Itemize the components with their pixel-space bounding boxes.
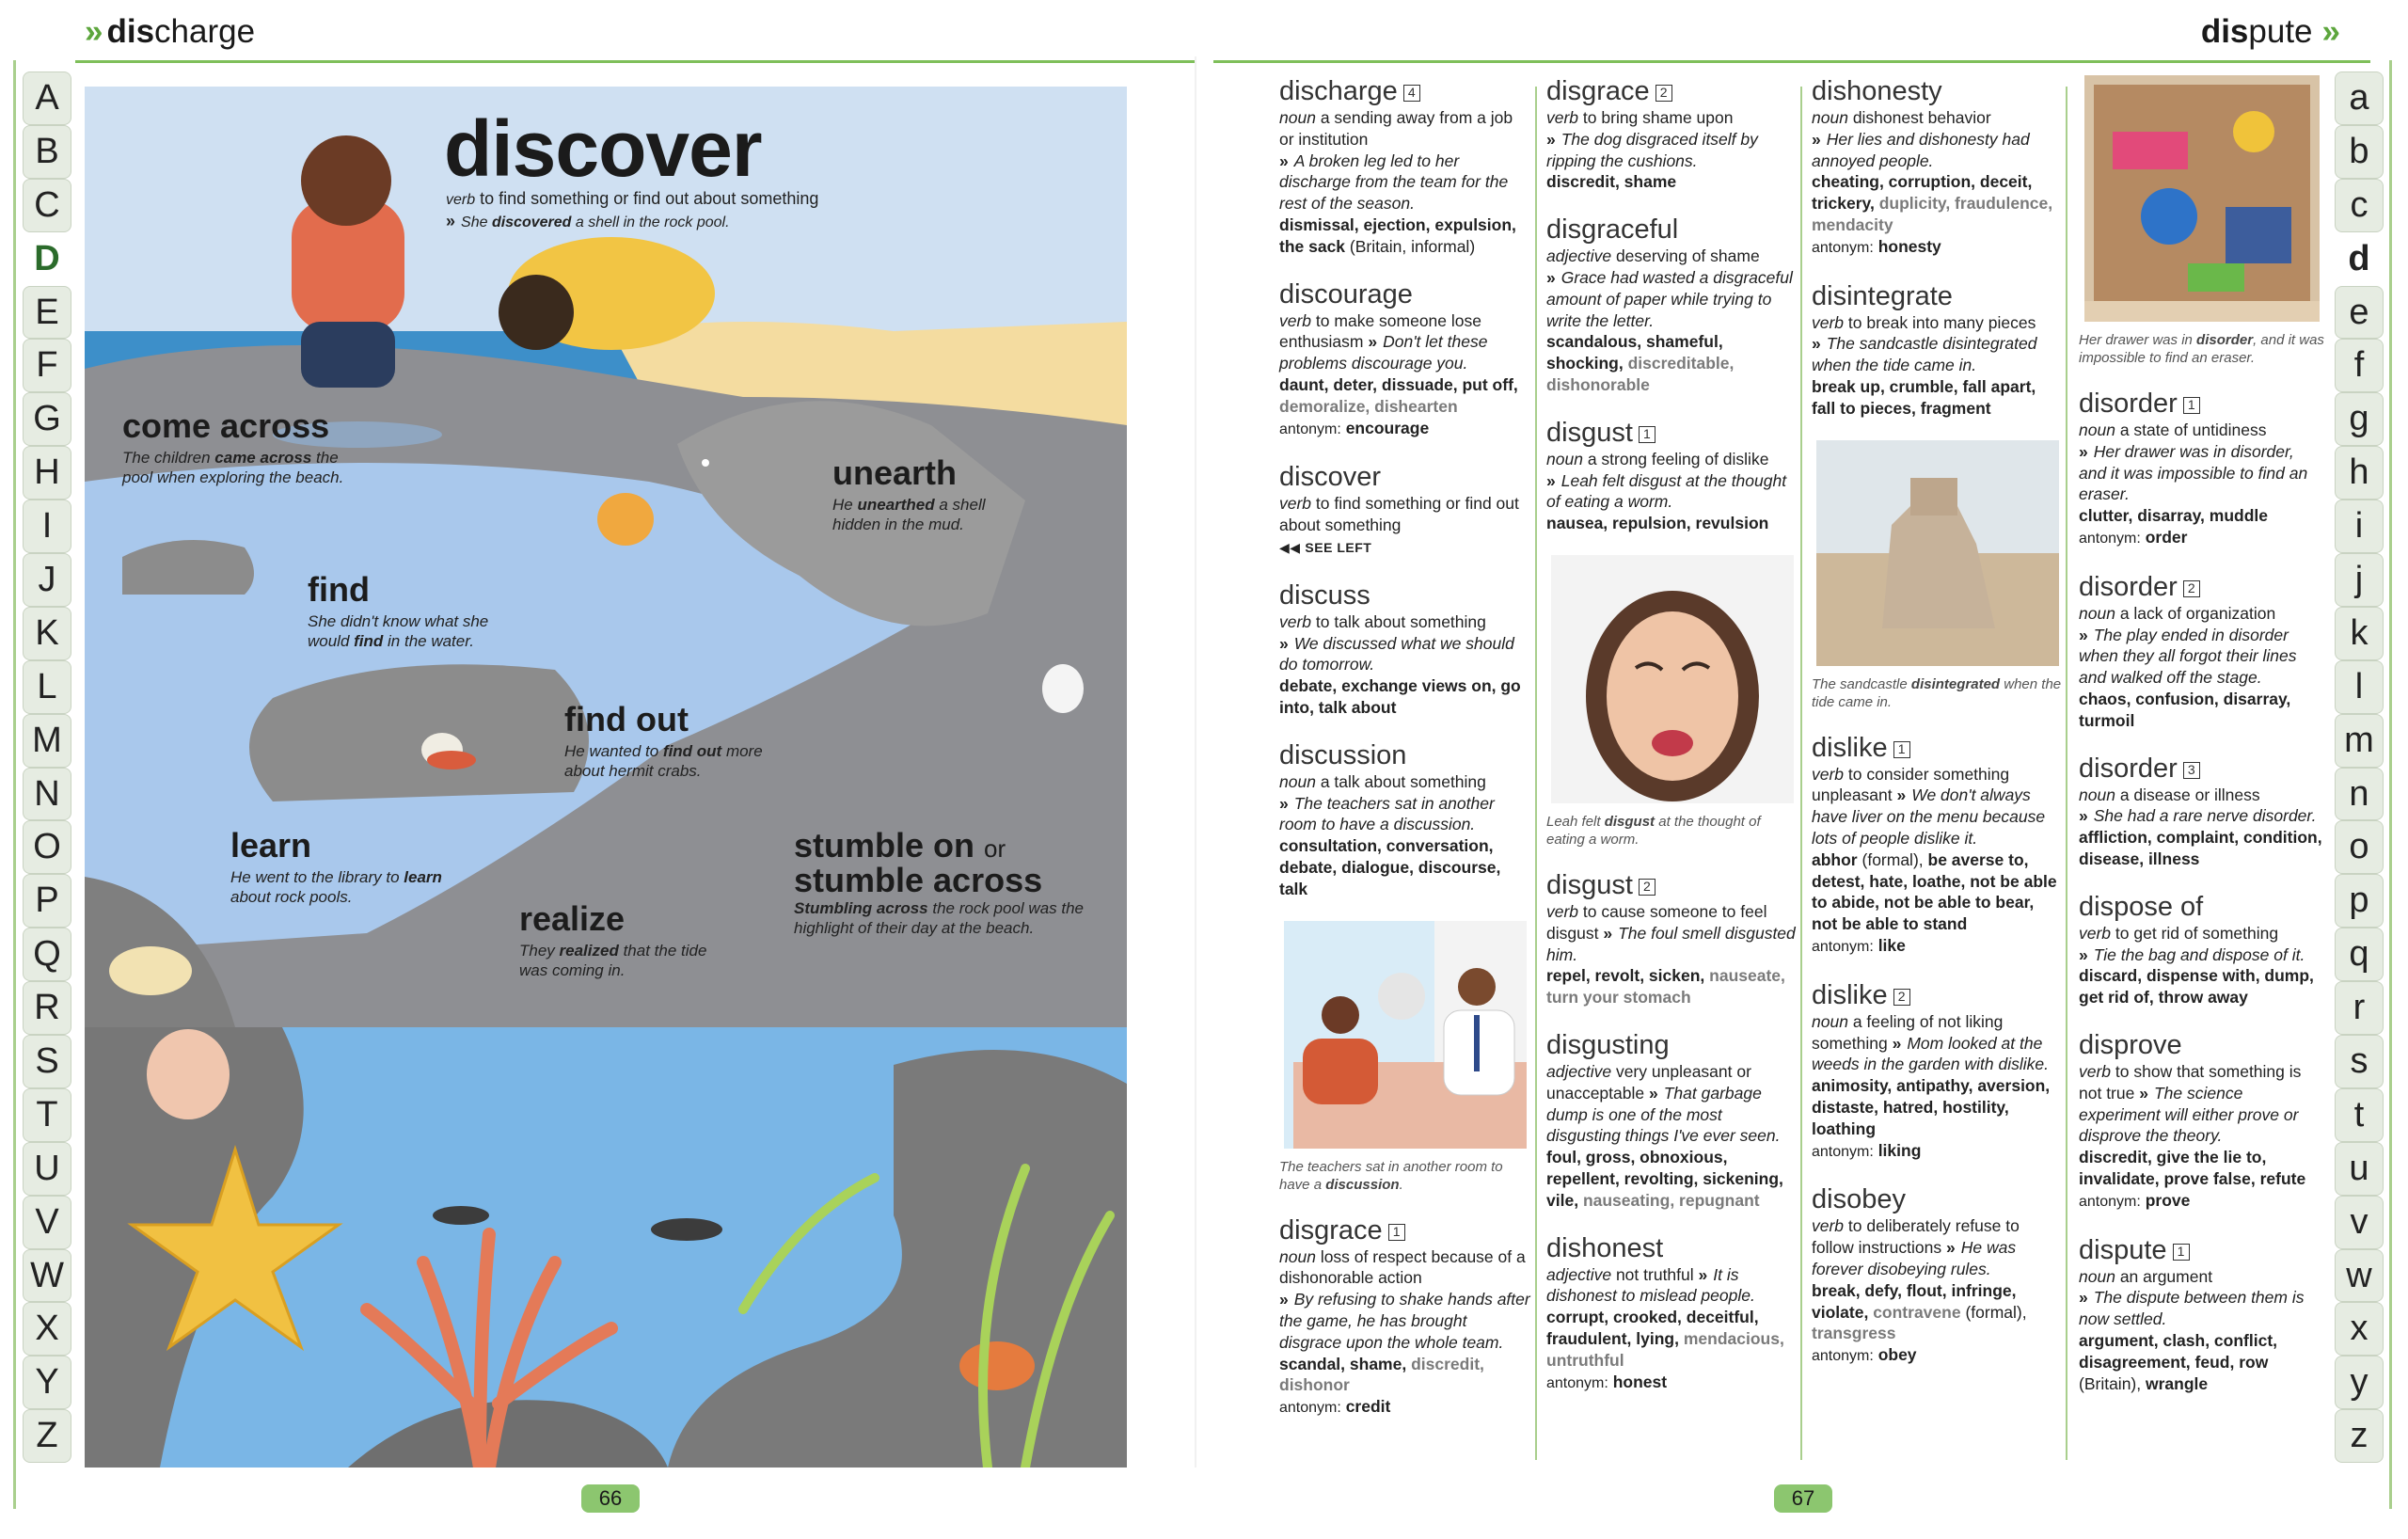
see-left-icon: ◀◀ — [1279, 539, 1301, 555]
tab-letter-lower-j[interactable]: j — [2335, 553, 2384, 607]
sandcastle-photo — [1812, 440, 2064, 666]
tab-letter-upper-c[interactable]: C — [23, 179, 71, 232]
tab-letter-lower-d[interactable]: d — [2335, 232, 2384, 286]
figure-disgust — [1546, 555, 1798, 849]
tab-letter-upper-d[interactable]: D — [23, 232, 71, 286]
entry-discharge: discharge 4 noun a sending away from a job or institution » A broken leg led to her discharge from the team for the rest of the season. dismissal, ejection, expulsion, the sack (Britain, informal) — [1279, 76, 1516, 256]
label-find: find She didn't know what she would find in the water. — [308, 570, 489, 650]
running-head-left: » discharge — [85, 13, 256, 50]
tab-letter-upper-u[interactable]: U — [23, 1142, 71, 1196]
tab-letter-upper-p[interactable]: P — [23, 874, 71, 928]
entry-discourage: discourage verb to make someone lose enthusiasm » Don't let these problems discourage you. daunt, deter, dissuade, put off, demoralize, dishearten antonym: encourage — [1279, 278, 1518, 437]
tab-letter-lower-m[interactable]: m — [2335, 714, 2384, 768]
discover-illustration — [85, 87, 1127, 1468]
tab-letter-lower-f[interactable]: f — [2335, 339, 2384, 392]
disorder-caption: Her drawer was in disorder, and it was impossible to find an eraser. — [2079, 332, 2324, 366]
entry-disorder-1: disorder 1 noun a state of untidiness » Her drawer was in disorder, and it was impossible to find an eraser. clutter, disarray, muddle antonym: order — [2079, 389, 2308, 547]
entry-dislike-2: dislike 2 noun a feeling of not liking something » Mom looked at the weeds in the garden with dislike. animosity, antipathy, aversion, distaste, hatred, hostility, loathing antonym: liking — [1812, 979, 2051, 1160]
tab-letter-upper-s[interactable]: S — [23, 1035, 71, 1088]
tab-letter-upper-j[interactable]: J — [23, 553, 71, 607]
entry-discover: discover verb to find something or find out about something ◀◀ SEE LEFT — [1279, 462, 1519, 555]
example-marker-icon: » — [2079, 806, 2088, 826]
label-find-out: find out He wanted to find out more about hermit crabs. — [564, 700, 763, 780]
figure-discussion — [1279, 921, 1531, 1194]
entry-dispose-of: dispose of verb to get rid of something » Tie the bag and dispose of it. discard, dispense with, dump, get rid of, throw away — [2079, 891, 2314, 1007]
entry-dispute-1: dispute 1 noun an argument » The dispute between them is now settled. argument, clash, conflict, disagreement, feud, row (Britain), wrangle — [2079, 1234, 2305, 1393]
tab-letter-lower-r[interactable]: r — [2335, 981, 2384, 1035]
entry-disintegrate: disintegrate verb to break into many pieces » The sandcastle disintegrated when the tide came in. break up, crumble, fall apart, fall to pieces, fragment — [1812, 280, 2037, 418]
messy-drawer-photo — [2079, 75, 2325, 322]
tab-letter-lower-g[interactable]: g — [2335, 392, 2384, 446]
entry-disobey: disobey verb to deliberately refuse to follow instructions » He was forever disobeying rules. break, defy, flout, infringe, violate, contravene (formal), transgress antonym: obey — [1812, 1184, 2027, 1365]
header-rule-right — [1213, 60, 2370, 63]
tab-letter-lower-x[interactable]: x — [2335, 1302, 2384, 1356]
right-edge-rule — [2389, 60, 2392, 1509]
figure-drawer — [2079, 75, 2325, 367]
double-chevron-icon: » — [85, 13, 98, 50]
entry-disgrace-2: disgrace 2 verb to bring shame upon » The dog disgraced itself by ripping the cushions. discredit, shame — [1546, 76, 1758, 192]
tab-letter-upper-e[interactable]: E — [23, 286, 71, 340]
example-marker-icon: » — [1812, 334, 1821, 354]
spread-title: discover — [444, 104, 762, 193]
left-edge-rule — [13, 60, 16, 1509]
example-marker-icon: » — [1546, 129, 1556, 149]
tab-letter-lower-n[interactable]: n — [2335, 768, 2384, 821]
tab-letter-upper-h[interactable]: H — [23, 446, 71, 500]
entry-disgust-2: disgust 2 verb to cause someone to feel disgust » The foul smell disgusted him. repel, revolt, sicken, nauseate, turn your stomach — [1546, 869, 1796, 1007]
tab-letter-upper-w[interactable]: W — [23, 1249, 71, 1303]
tab-letter-lower-i[interactable]: i — [2335, 500, 2384, 553]
tab-letter-lower-w[interactable]: w — [2335, 1249, 2384, 1303]
example-marker-icon: » — [1649, 1083, 1658, 1103]
tab-letter-upper-z[interactable]: Z — [23, 1409, 71, 1463]
entry-discussion: discussion noun a talk about something » The teachers sat in another room to have a discussion. consultation, conversation, debate, dialogue, discourse, talk — [1279, 739, 1501, 898]
entry-disprove: disprove verb to show that something is not true » The science experiment will either prove or disprove the theory. discredit, give the lie to, invalidate, prove false, refute antonym: prove — [2079, 1029, 2306, 1210]
example-marker-icon: » — [1698, 1264, 1708, 1284]
tab-letter-upper-r[interactable]: R — [23, 981, 71, 1035]
page-number-right: 67 — [1774, 1484, 1832, 1513]
meeting-illustration — [1279, 921, 1531, 1149]
sandcastle-caption: The sandcastle disintegrated when the tide came in. — [1812, 675, 2062, 710]
tab-letter-lower-q[interactable]: q — [2335, 928, 2384, 981]
disgusted-girl-photo — [1546, 555, 1798, 803]
tab-letter-lower-t[interactable]: t — [2335, 1088, 2384, 1142]
example-marker-icon: » — [1546, 267, 1556, 287]
alphabet-tabs-left — [23, 71, 71, 1463]
example-marker-icon: » — [1546, 470, 1556, 490]
tab-letter-upper-l[interactable]: L — [23, 660, 71, 714]
tab-letter-upper-n[interactable]: N — [23, 768, 71, 821]
tab-letter-lower-v[interactable]: v — [2335, 1196, 2384, 1249]
entries-column-4 — [2079, 75, 2325, 1415]
tab-letter-lower-c[interactable]: c — [2335, 179, 2384, 232]
tab-letter-lower-s[interactable]: s — [2335, 1035, 2384, 1088]
column-divider — [1535, 87, 1537, 1460]
tab-letter-lower-e[interactable]: e — [2335, 286, 2384, 340]
page-number-left: 66 — [581, 1484, 640, 1513]
tab-letter-lower-k[interactable]: k — [2335, 607, 2384, 660]
entry-disgrace-1: disgrace 1 noun loss of respect because of a dishonorable action » By refusing to shake hands after the game, he has brought disgrace upon the whole team. scandal, shame, discredit, dishonor antonym: credit — [1279, 1214, 1530, 1417]
entries-column-3 — [1812, 75, 2064, 1388]
tab-letter-lower-y[interactable]: y — [2335, 1356, 2384, 1409]
example-marker-icon: » — [1603, 923, 1613, 943]
tab-letter-upper-k[interactable]: K — [23, 607, 71, 660]
entry-disgust-1: disgust 1 noun a strong feeling of dislike » Leah felt disgust at the thought of eating a worm. nausea, repulsion, revulsion — [1546, 417, 1787, 533]
label-stumble-on: stumble on or stumble across Stumbling across the rock pool was the highlight of their day at the beach. — [794, 826, 1085, 937]
entry-disorder-2: disorder 2 noun a lack of organization » The play ended in disorder when they all forgot their lines and walked off the stage. chaos, confusion, disarray, turmoil — [2079, 571, 2297, 730]
disgust-caption: Leah felt disgust at the thought of eating a worm. — [1546, 813, 1761, 848]
tab-letter-upper-g[interactable]: G — [23, 392, 71, 446]
entry-dislike-1: dislike 1 verb to consider something unpleasant » We don't always have liver on the menu because lots of people dislike it. abhor (formal), be averse to, detest, hate, loathe, not be able to abide, not be able to bear, not be able to stand antonym: like — [1812, 732, 2057, 955]
spread-definition: verb to find something or find out about something » She discovered a shell in the rock pool. — [446, 189, 819, 230]
example-marker-icon: » — [2079, 1288, 2088, 1308]
entries-column-1 — [1279, 75, 1531, 1440]
entry-disgraceful: disgraceful adjective deserving of shame » Grace had wasted a disgraceful amount of paper while trying to write the letter. scandalous, shameful, shocking, discreditable, dishonorable — [1546, 214, 1793, 394]
tab-letter-lower-l[interactable]: l — [2335, 660, 2384, 714]
example-marker-icon: » — [1892, 1033, 1902, 1053]
tab-letter-upper-y[interactable]: Y — [23, 1356, 71, 1409]
entry-dishonesty: dishonesty noun dishonest behavior » Her lies and dishonesty had annoyed people. cheating, corruption, deceit, trickery, duplicity, fraudulence, mendacity antonym: honesty — [1812, 76, 2053, 256]
label-learn: learn He went to the library to learn about rock pools. — [230, 826, 442, 906]
tab-letter-upper-x[interactable]: X — [23, 1302, 71, 1356]
entry-disgusting: disgusting adjective very unpleasant or unacceptable » That garbage dump is one of the most disgusting things I've ever seen. foul, gross, obnoxious, repellent, revolting, sickening, vile, nauseating, repugnant — [1546, 1029, 1783, 1210]
tab-letter-lower-z[interactable]: z — [2335, 1409, 2384, 1463]
tab-letter-lower-o[interactable]: o — [2335, 820, 2384, 874]
discussion-caption: The teachers sat in another room to have a discussion. — [1279, 1158, 1503, 1193]
example-marker-icon: » — [1896, 785, 1907, 805]
example-marker-icon: » — [2079, 944, 2088, 964]
figure-sandcastle — [1812, 440, 2064, 711]
entries-column-2 — [1546, 75, 1798, 1415]
page-gutter — [1195, 56, 1196, 1468]
header-rule-left — [75, 60, 1195, 63]
tab-letter-upper-v[interactable]: V — [23, 1196, 71, 1249]
column-divider — [1800, 87, 1802, 1460]
running-head-right: dispute » — [2200, 13, 2335, 50]
label-realize: realize They realized that the tide was coming in. — [519, 899, 707, 979]
tab-letter-upper-q[interactable]: Q — [23, 928, 71, 981]
entry-dishonest: dishonest adjective not truthful » It is dishonest to mislead people. corrupt, crooked, deceitful, fraudulent, lying, mendacious, untruthful antonym: honest — [1546, 1232, 1784, 1391]
example-marker-icon: » — [1812, 129, 1821, 149]
tab-letter-lower-u[interactable]: u — [2335, 1142, 2384, 1196]
column-divider — [2066, 87, 2067, 1460]
example-marker-icon: » — [2079, 625, 2088, 644]
tab-letter-upper-t[interactable]: T — [23, 1088, 71, 1142]
entry-discuss: discuss verb to talk about something » We discussed what we should do tomorrow. debate, exchange views on, go into, talk about — [1279, 579, 1521, 717]
label-come-across: come across The children came across the pool when exploring the beach. — [122, 406, 344, 486]
example-marker-icon: » — [446, 212, 456, 230]
example-marker-icon: » — [1946, 1238, 1956, 1258]
example-marker-icon: » — [2139, 1083, 2148, 1103]
tab-letter-upper-a[interactable]: A — [23, 71, 71, 125]
double-chevron-icon: » — [2321, 13, 2335, 50]
tab-letter-upper-b[interactable]: B — [23, 125, 71, 179]
example-marker-icon: » — [1279, 633, 1289, 653]
tab-letter-upper-m[interactable]: M — [23, 714, 71, 768]
entry-disorder-3: disorder 3 noun a disease or illness » She had a rare nerve disorder. affliction, complaint, condition, disease, illness — [2079, 753, 2322, 868]
example-marker-icon: » — [1279, 793, 1289, 813]
tab-letter-lower-b[interactable]: b — [2335, 125, 2384, 179]
tab-letter-lower-h[interactable]: h — [2335, 446, 2384, 500]
example-marker-icon: » — [1279, 1290, 1289, 1309]
tab-letter-upper-f[interactable]: F — [23, 339, 71, 392]
example-marker-icon: » — [2079, 441, 2088, 461]
example-marker-icon: » — [1368, 332, 1378, 352]
tab-letter-upper-o[interactable]: O — [23, 820, 71, 874]
alphabet-tabs-right — [2335, 71, 2384, 1463]
label-unearth: unearth He unearthed a shell hidden in the mud. — [832, 453, 986, 533]
example-marker-icon: » — [1279, 151, 1289, 170]
tab-letter-upper-i[interactable]: I — [23, 500, 71, 553]
tab-letter-lower-a[interactable]: a — [2335, 71, 2384, 125]
tab-letter-lower-p[interactable]: p — [2335, 874, 2384, 928]
